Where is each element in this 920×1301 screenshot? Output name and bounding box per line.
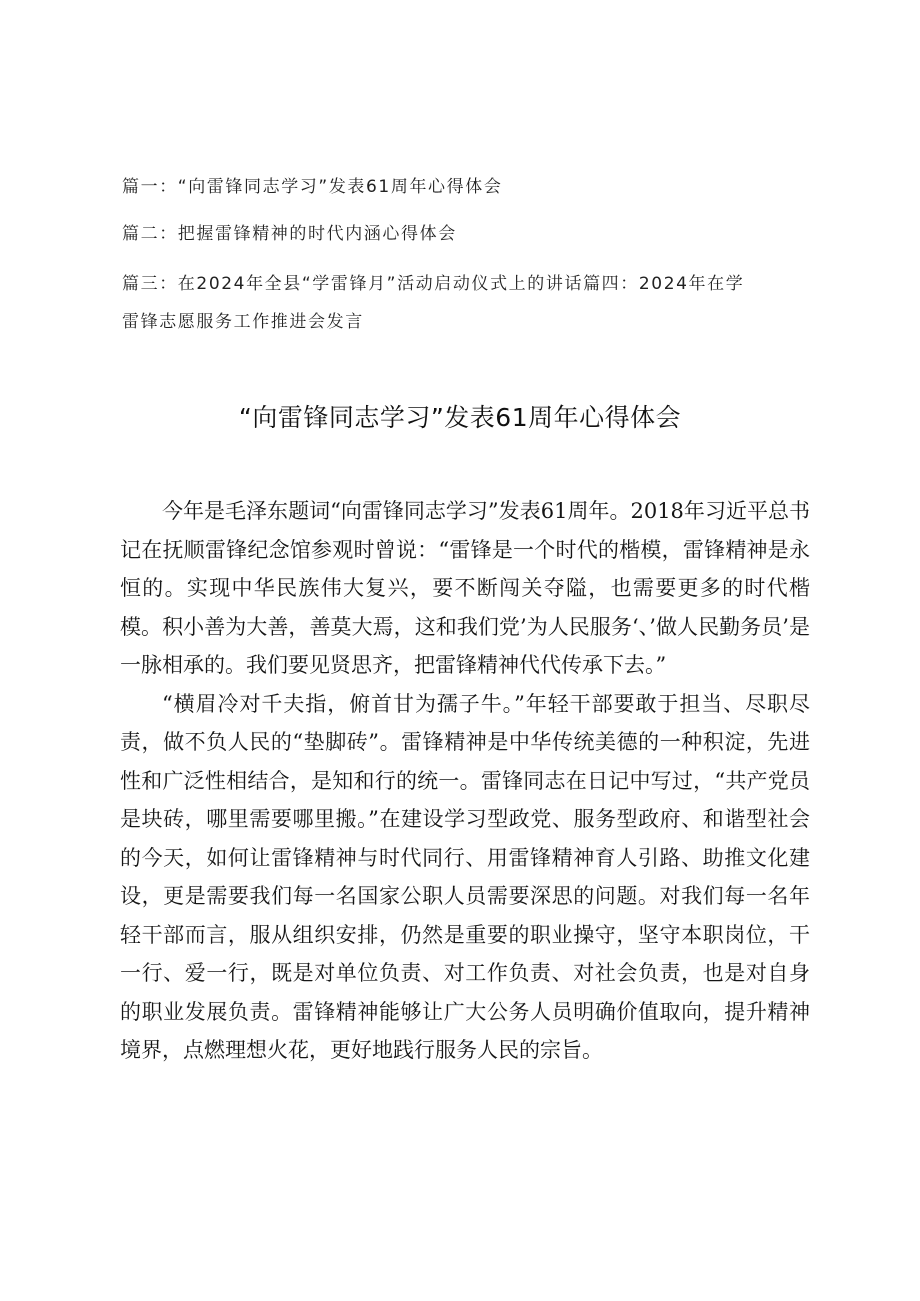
toc-item-2: 篇二：把握雷锋精神的时代内涵心得体会 (122, 224, 457, 244)
toc-item-3-line-2: 雷锋志愿服务工作推进会发言 (122, 312, 364, 332)
toc-item-1: 篇一：“向雷锋同志学习”发表61周年心得体会 (122, 177, 503, 197)
article-title: “向雷锋同志学习”发表61周年心得体会 (238, 403, 682, 432)
paragraph-2: “横眉冷对千夫指，俯首甘为孺子牛。”年轻干部要敢于担当、尽职尽责，做不负人民的“垫脚砖”。雷锋精神是中华传统美德的一种积淀，先进性和广泛性相结合，是知和行的统一。雷锋同志在日记中写过，“共产党员是块砖，哪里需要哪里搬。”在建设学习型政党、服务型政府、和谐型社会的今天，如何让雷锋精神与时代同行、用雷锋精神育人引路、助推文化建设，更是需要我们每一名国家公职人员需要深思的问题。对我们每一名年轻干部而言，服从组织安排，仍然是重要的职业操守，坚守本职岗位，干一行、爱一行，既是对单位负责、对工作负责、对社会负责，也是对自身的职业发展负责。雷锋精神能够让广大公务人员明确价值取向，提升精神境界，点燃理想火花，更好地践行服务人民的宗旨。 (120, 691, 810, 1062)
toc-item-3-line-1: 篇三：在2024年全县“学雷锋月”活动启动仪式上的讲话篇四：2024年在学 (122, 274, 745, 294)
paragraph-1: 今年是毛泽东题词“向雷锋同志学习”发表61周年。2018年习近平总书记在抚顺雷锋纪念馆参观时曾说：“雷锋是一个时代的楷模，雷锋精神是永恒的。实现中华民族伟大复兴，要不断闯关夺隘，也需要更多的时代楷模。积小善为大善，善莫大焉，这和我们党’为人民服务‘、’做人民勤务员’是一脉相承的。我们要见贤思齐，把雷锋精神代代传承下去。” (120, 499, 810, 677)
article-body (120, 492, 810, 1070)
